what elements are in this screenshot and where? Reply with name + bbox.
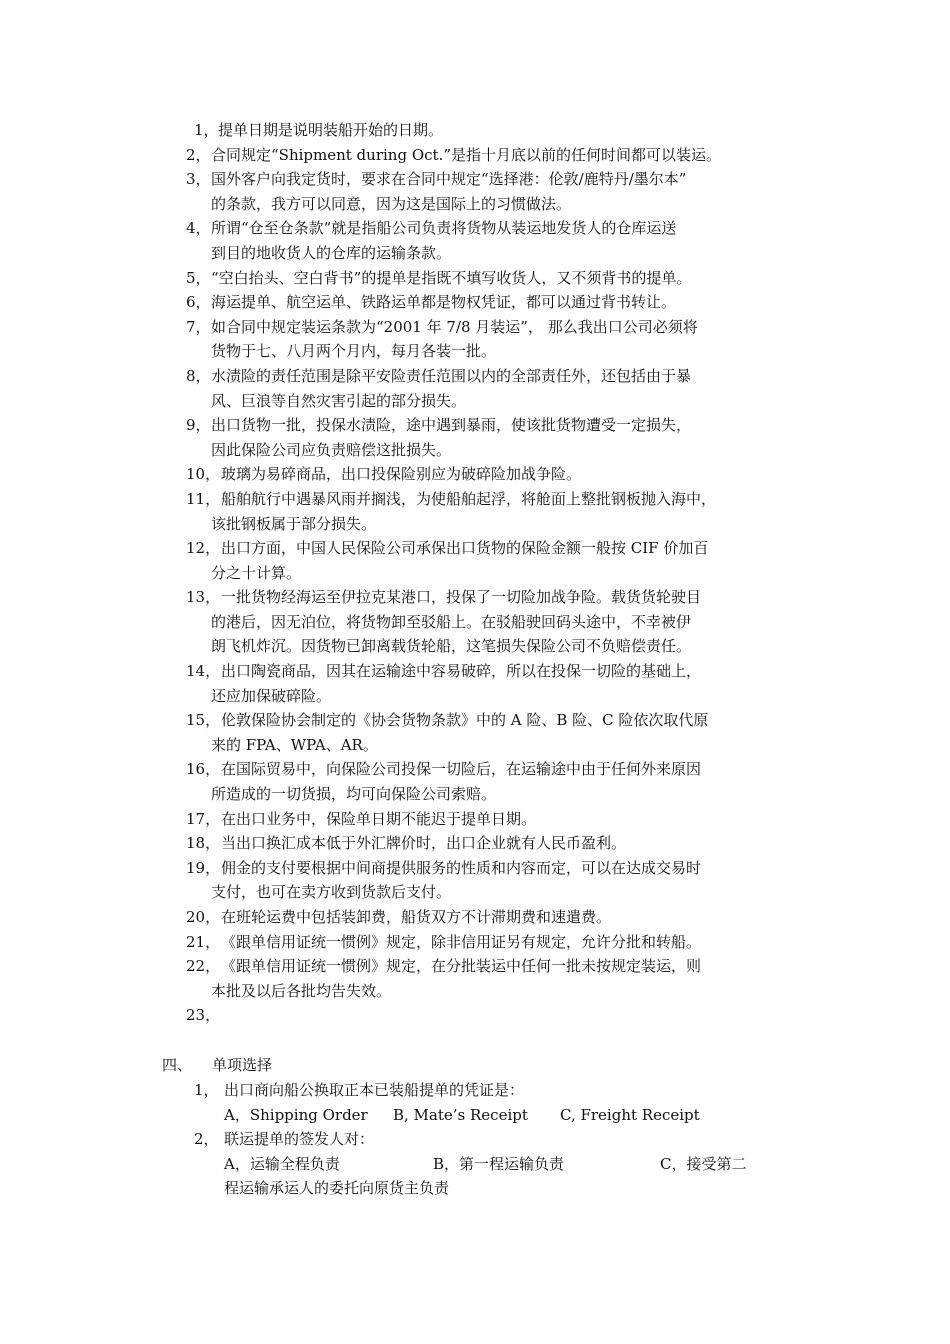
list-item: [0, 266, 950, 291]
option-b: B，第一程运输负责: [433, 1154, 565, 1173]
item-text: 船舶航行中遇暴风雨并搁浅，为使船舶起浮，将舱面上整批钢板抛入海中，: [221, 489, 717, 508]
item-number: 22，: [186, 957, 221, 976]
list-item: [0, 364, 950, 413]
list-item: [0, 290, 950, 315]
list-item: [0, 487, 950, 536]
item-text: 《跟单信用证统一惯例》规定，除非信用证另有规定，允许分批和转船。: [221, 932, 702, 951]
list-item: [0, 167, 950, 216]
item-number: 17，: [186, 809, 221, 828]
option-c: C，接受第二: [660, 1154, 747, 1173]
spacer: [0, 1028, 950, 1052]
item-number: 11，: [186, 489, 221, 508]
item-text: 合同规定“Shipment during Oct.”是指十月底以前的任何时间都可以装运。: [211, 145, 721, 164]
item-text: 如合同中规定装运条款为“2001 年 7/8 月装运”， 那么我出口公司必须将: [211, 317, 698, 336]
item-text-continued: 来的 FPA、WPA、AR。: [211, 735, 378, 754]
question: [0, 1078, 950, 1103]
item-text-continued: 还应加保破碎险。: [211, 686, 332, 705]
list-item: [0, 708, 950, 757]
option-c: C, Freight Receipt: [560, 1105, 700, 1124]
item-number: 9，: [186, 416, 211, 435]
list-item: [0, 413, 950, 462]
item-text: 伦敦保险协会制定的《协会货物条款》中的 A 险、B 险、C 险依次取代原: [221, 711, 709, 730]
item-text-continued: 的条款，我方可以同意，因为这是国际上的习惯做法。: [211, 194, 572, 213]
option-b: B, Mate’s Receipt: [393, 1105, 528, 1124]
item-number: 13，: [186, 588, 221, 607]
item-number: 18，: [186, 834, 221, 853]
item-number: 2，: [186, 145, 211, 164]
item-text: 国外客户向我定货时，要求在合同中规定“选择港：伦敦/鹿特丹/墨尔本”: [211, 170, 687, 189]
item-number: 6，: [186, 293, 211, 312]
item-text: 佣金的支付要根据中间商提供服务的性质和内容而定，可以在达成交易时: [221, 858, 702, 877]
option-a: A，运输全程负责: [224, 1154, 340, 1173]
item-text-continued: 的港后，因无泊位，将货物卸至驳船上。在驳船驶回码头途中，不幸被伊: [211, 612, 692, 631]
section-number: 四、: [162, 1055, 193, 1074]
item-text: 在班轮运费中包括装卸费，船货双方不计滞期费和速遣费。: [221, 908, 612, 926]
item-text: 《跟单信用证统一惯例》规定，在分批装运中任何一批未按规定装运，则: [221, 957, 702, 976]
item-text-continued: 风、巨浪等自然灾害引起的部分损失。: [211, 391, 467, 410]
question-text: 联运提单的签发人对：: [224, 1129, 375, 1148]
section-heading: [0, 1052, 950, 1078]
item-number: 3，: [186, 170, 211, 189]
item-text: 当出口换汇成本低于外汇牌价时，出口企业就有人民币盈利。: [221, 834, 627, 853]
item-number: 14，: [186, 662, 221, 681]
item-text-continued: 该批钢板属于部分损失。: [211, 514, 377, 533]
item-text-continued: 朗飞机炸沉。因货物已卸离载货轮船，这笔损失保险公司不负赔偿责任。: [211, 637, 692, 656]
list-item: [0, 1003, 950, 1028]
item-text-continued: 本批及以后各批均告失效。: [211, 981, 392, 1000]
true-false-list: [0, 118, 950, 1200]
item-text: 玻璃为易碎商品，出口投保险别应为破碎险加战争险。: [221, 465, 582, 484]
item-number: 7，: [186, 317, 211, 336]
list-item: [0, 536, 950, 585]
question-options-continued: [0, 1176, 950, 1200]
item-number: 8，: [186, 366, 211, 385]
list-item: [0, 807, 950, 832]
item-text-continued: 所造成的一切货损，均可向保险公司索赔。: [211, 785, 497, 804]
item-text: 出口方面，中国人民保险公司承保出口货物的保险金额一般按 CIF 价加百: [221, 539, 709, 558]
item-text: 出口货物一批，投保水渍险，途中遇到暴雨，使该批货物遭受一定损失，: [211, 416, 692, 435]
list-item: [0, 954, 950, 1003]
item-text: 海运提单、航空运单、铁路运单都是物权凭证，都可以通过背书转让。: [211, 293, 677, 312]
question-number: 2，: [194, 1129, 219, 1148]
item-text: 在出口业务中，保险单日期不能迟于提单日期。: [221, 809, 537, 828]
list-item: [0, 831, 950, 856]
list-item: [0, 118, 950, 143]
item-text: “空白抬头、空白背书”的提单是指既不填写收货人，又不须背书的提单。: [211, 268, 692, 287]
item-number: 4，: [186, 219, 211, 238]
item-number: 21，: [186, 932, 221, 951]
question-options: [0, 1152, 950, 1176]
list-item: [0, 757, 950, 806]
item-number: 20，: [186, 908, 221, 926]
list-item: [0, 216, 950, 265]
item-number: 19，: [186, 858, 221, 877]
option-a: A，Shipping Order: [224, 1105, 368, 1124]
item-number: 16，: [186, 760, 221, 779]
item-text: 在国际贸易中，向保险公司投保一切险后，在运输途中由于任何外来原因: [221, 760, 702, 779]
question: [0, 1127, 950, 1152]
item-text: 出口陶瓷商品，因其在运输途中容易破碎，所以在投保一切险的基础上，: [221, 662, 702, 681]
question-text: 出口商向船公换取正本已装船提单的凭证是：: [224, 1080, 525, 1099]
item-number: 1，: [194, 121, 219, 139]
list-item: [0, 905, 950, 930]
list-item: [0, 585, 950, 659]
list-item: [0, 462, 950, 487]
item-text: 水渍险的责任范围是除平安险责任范围以内的全部责任外，还包括由于暴: [211, 366, 692, 385]
item-text: 所谓“仓至仓条款”就是指船公司负责将货物从装运地发货人的仓库运送: [211, 219, 677, 238]
item-text-continued: 货物于七、八月两个月内，每月各装一批。: [211, 342, 497, 361]
item-number: 23，: [186, 1006, 221, 1025]
question-options: [0, 1103, 950, 1127]
item-text-continued: 分之十计算。: [211, 563, 302, 582]
list-item: [0, 930, 950, 955]
question-number: 1，: [194, 1080, 219, 1099]
option-c-continued: 程运输承运人的委托向原货主负责: [224, 1178, 450, 1197]
list-item: [0, 856, 950, 905]
item-number: 5，: [186, 268, 211, 287]
item-number: 10，: [186, 465, 221, 484]
item-number: 15，: [186, 711, 221, 730]
item-number: 12，: [186, 539, 221, 558]
list-item: [0, 659, 950, 708]
list-item: [0, 315, 950, 364]
item-text-continued: 因此保险公司应负责赔偿这批损失。: [211, 440, 452, 459]
item-text-continued: 到目的地收货人的仓库的运输条款。: [211, 243, 452, 262]
item-text-continued: 支付，也可在卖方收到货款后支付。: [211, 883, 452, 902]
list-item: [0, 143, 950, 168]
item-text: 提单日期是说明装船开始的日期。: [218, 121, 444, 139]
section-title: 单项选择: [212, 1055, 273, 1074]
item-text: 一批货物经海运至伊拉克某港口，投保了一切险加战争险。载货货轮驶目: [221, 588, 702, 607]
